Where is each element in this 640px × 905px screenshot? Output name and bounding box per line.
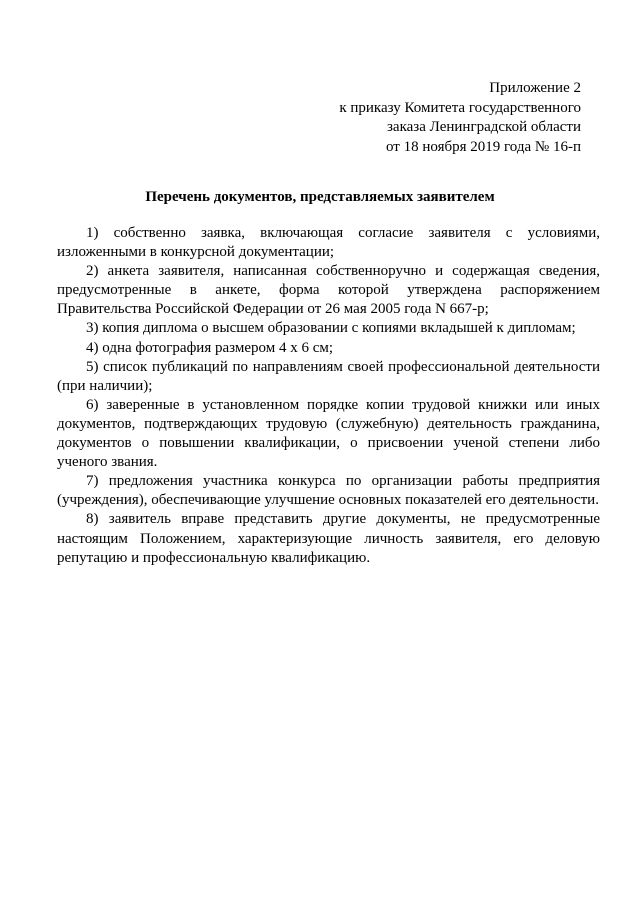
list-item-7: 7) предложения участника конкурса по организации работы предприятия (учреждения), обеспечивающие улучшение основных показателей его деятельности. <box>57 473 600 509</box>
appendix-number: Приложение 2 <box>489 80 581 96</box>
list-item-4: 4) одна фотография размером 4 х 6 см; <box>86 339 334 356</box>
appendix-authority: заказа Ленинградской области <box>387 119 581 135</box>
appendix-order-ref: к приказу Комитета государственного <box>339 99 581 116</box>
appendix-header <box>339 79 581 157</box>
list-item-3: 3) копия диплома о высшем образовании с копиями вкладышей к дипломам; <box>86 320 576 337</box>
list-item-8: 8) заявитель вправе представить другие документы, не предусмотренные настоящим Положением, характеризующие личность заявителя, его деловую репутацию и профессиональную квалификацию. <box>57 511 600 566</box>
list-item-1: 1) собственно заявка, включающая согласие заявителя с условиями, изложенными в конкурсной документации; <box>57 225 600 261</box>
list-item-5: 5) список публикаций по направлениям своей профессиональной деятельности (при наличии); <box>57 358 600 394</box>
document-list <box>57 224 600 568</box>
list-item-6: 6) заверенные в установленном порядке копии трудовой книжки или иных документов, подтверждающих трудовую (служебную) деятельность гражданина, документов о повышении квалификации, о присвоении ученой степени либо ученого звания. <box>57 396 600 471</box>
appendix-order-date: от 18 ноября 2019 года № 16-п <box>386 138 581 155</box>
list-item-2: 2) анкета заявителя, написанная собственноручно и содержащая сведения, предусмотренные в анкете, форма которой утверждена распоряжением Правительства Российской Федерации от 26 мая 2005 года N 667-р; <box>57 263 600 318</box>
document-title: Перечень документов, представляемых заявителем <box>145 189 495 205</box>
